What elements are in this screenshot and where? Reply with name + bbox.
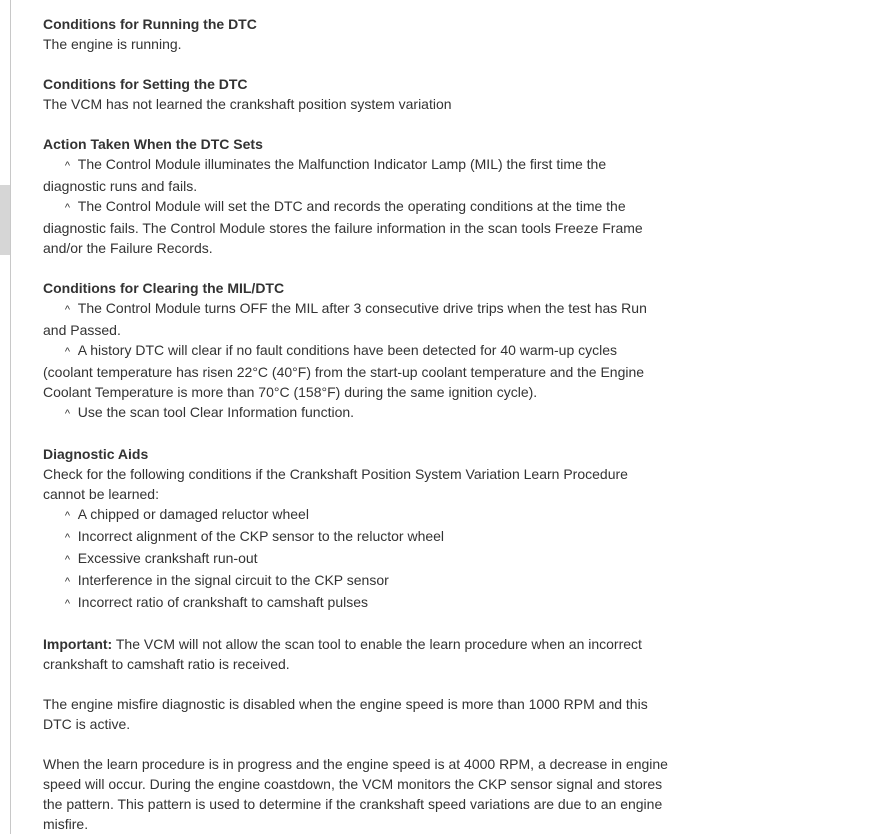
section-text: The engine is running. <box>43 36 182 52</box>
bullet-marker: ^ <box>64 576 70 588</box>
list-item <box>43 298 668 340</box>
section-running <box>43 14 668 54</box>
bullet-marker: ^ <box>64 598 70 610</box>
list-item-text: A history DTC will clear if no fault conditions have been detected for 40 warm-up cycles (coolant temperature has risen 22°C (40°F) from the start-up coolant temperature and the Engine Coolant Temperature is more than 70°C (158°F) during the same ignition cycle). <box>43 342 645 400</box>
list-item <box>43 504 668 526</box>
list-item <box>43 340 668 402</box>
section-clearing <box>43 278 668 424</box>
list-item <box>43 526 668 548</box>
bullet-marker: ^ <box>64 346 70 358</box>
list-item <box>43 548 668 570</box>
section-heading: Conditions for Clearing the MIL/DTC <box>43 280 285 296</box>
list-item-text: The Control Module illuminates the Malfunction Indicator Lamp (MIL) the first time the diagnostic runs and fails. <box>43 156 607 194</box>
section-text: The VCM has not learned the crankshaft position system variation <box>43 96 452 112</box>
list-item <box>43 592 668 614</box>
list-item <box>43 402 668 424</box>
important-note <box>43 634 668 674</box>
list-item-text: Interference in the signal circuit to the CKP sensor <box>77 572 389 588</box>
list-item-text: The Control Module will set the DTC and records the operating conditions at the time the diagnostic fails. The Control Module stores the failure information in the scan tools Freeze Frame and/or the Failure Records. <box>43 198 643 256</box>
important-text: The VCM will not allow the scan tool to enable the learn procedure when an incorrect crankshaft to camshaft ratio is received. <box>43 636 642 672</box>
list-item <box>43 196 668 258</box>
section-heading: Conditions for Setting the DTC <box>43 76 248 92</box>
important-label: Important: <box>43 636 113 652</box>
bullet-marker: ^ <box>64 408 70 420</box>
left-panel-border <box>0 0 11 834</box>
paragraph-text: When the learn procedure is in progress and the engine speed is at 4000 RPM, a decrease in engine speed will occur. During the engine coastdown, the VCM monitors the CKP sensor signal and stores the pattern. This pattern is used to determine if the crankshaft speed variations are due to an engine misfire. <box>43 756 668 832</box>
section-heading: Conditions for Running the DTC <box>43 16 257 32</box>
list-item-text: Use the scan tool Clear Information function. <box>77 404 355 420</box>
list-item-text: Incorrect alignment of the CKP sensor to the reluctor wheel <box>77 528 445 544</box>
bullet-marker: ^ <box>64 532 70 544</box>
list-item <box>43 570 668 592</box>
paragraph-text: The engine misfire diagnostic is disabled when the engine speed is more than 1000 RPM and this DTC is active. <box>43 696 648 732</box>
scrollbar-thumb[interactable] <box>0 185 10 255</box>
list-item-text: Excessive crankshaft run-out <box>77 550 258 566</box>
misfire-paragraph <box>43 694 668 734</box>
bullet-marker: ^ <box>64 554 70 566</box>
list-item-text: Incorrect ratio of crankshaft to camshaft pulses <box>77 594 369 610</box>
list-item <box>43 154 668 196</box>
document-body <box>43 14 668 834</box>
bullet-marker: ^ <box>64 304 70 316</box>
bullet-marker: ^ <box>64 202 70 214</box>
section-heading: Action Taken When the DTC Sets <box>43 136 263 152</box>
section-setting <box>43 74 668 114</box>
important-paragraph <box>43 634 668 674</box>
bullet-marker: ^ <box>64 510 70 522</box>
section-diagnostic-aids <box>43 444 668 614</box>
section-heading: Diagnostic Aids <box>43 446 149 462</box>
learn-procedure-paragraph <box>43 754 668 834</box>
list-item-text: A chipped or damaged reluctor wheel <box>77 506 309 522</box>
bullet-marker: ^ <box>64 160 70 172</box>
section-text: Check for the following conditions if the Crankshaft Position System Variation Learn Procedure cannot be learned: <box>43 466 628 502</box>
list-item-text: The Control Module turns OFF the MIL after 3 consecutive drive trips when the test has Run and Passed. <box>43 300 647 338</box>
section-action <box>43 134 668 258</box>
